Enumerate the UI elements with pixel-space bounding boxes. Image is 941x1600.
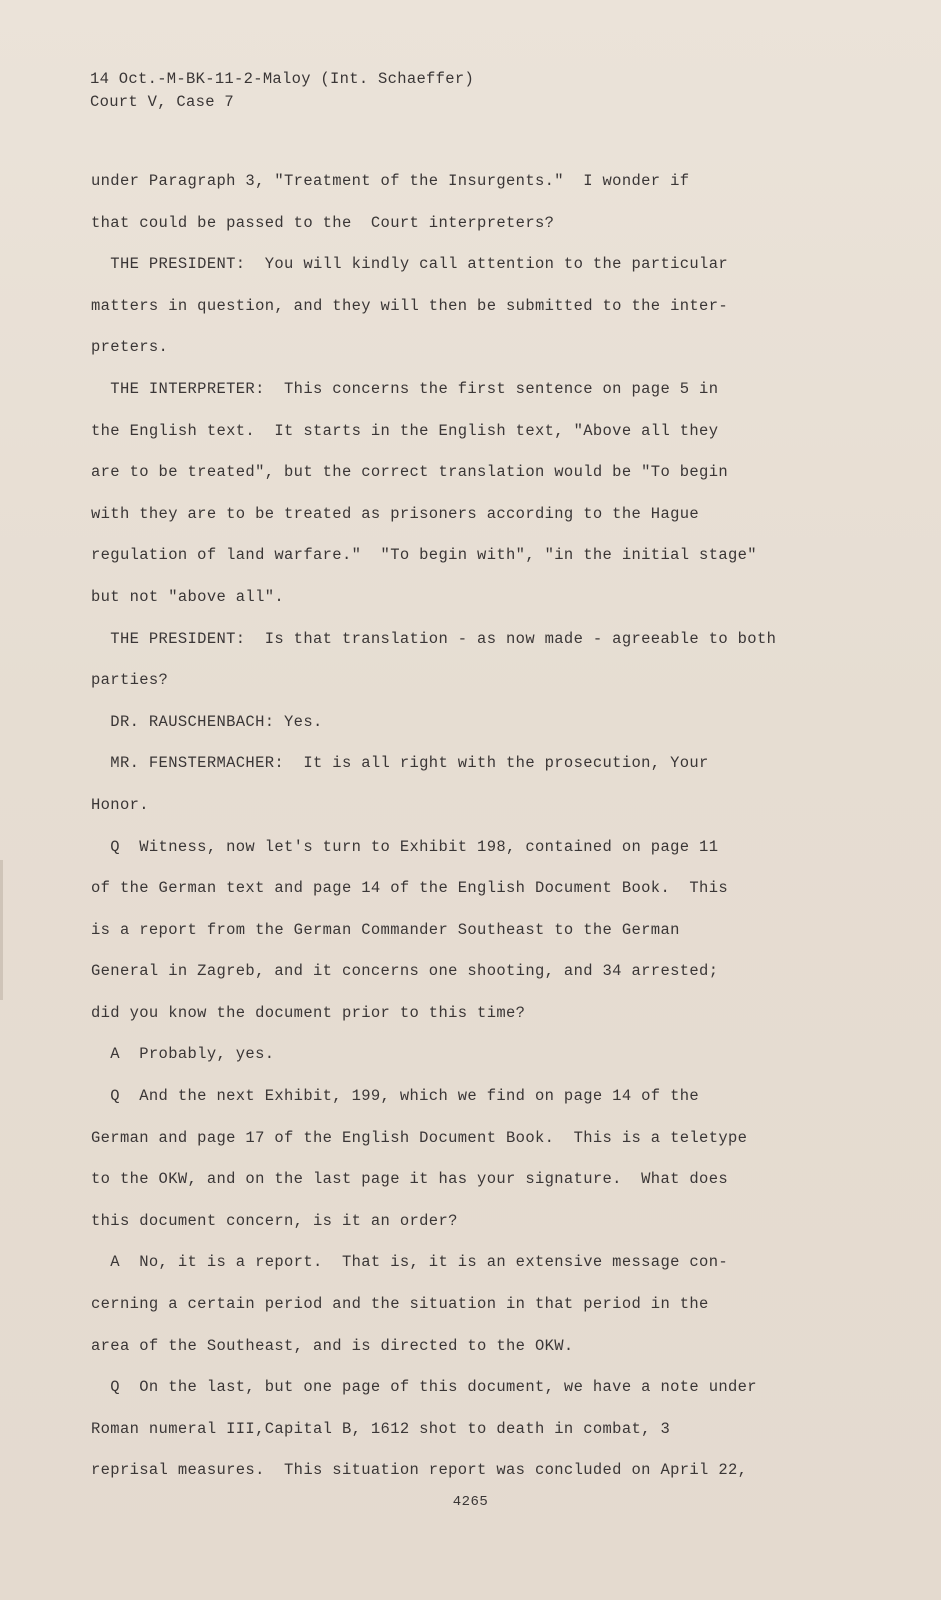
- text-line: regulation of land warfare." "To begin with", "in the initial stage": [91, 546, 757, 565]
- text-line: THE PRESIDENT: Is that translation - as now made - agreeable to both: [91, 629, 777, 648]
- text-line: cerning a certain period and the situation in that period in the: [91, 1295, 709, 1314]
- document-header: [90, 68, 474, 114]
- text-line: Q On the last, but one page of this document, we have a note under: [91, 1378, 757, 1397]
- text-line: preters.: [91, 338, 169, 357]
- text-line: MR. FENSTERMACHER: It is all right with the prosecution, Your: [91, 754, 709, 773]
- text-line: this document concern, is it an order?: [91, 1211, 458, 1230]
- text-line: A Probably, yes.: [91, 1045, 275, 1064]
- page-number: 4265: [452, 1494, 489, 1510]
- text-line: THE PRESIDENT: You will kindly call attention to the particular: [91, 255, 728, 274]
- text-line: that could be passed to the Court interpreters?: [91, 213, 555, 232]
- text-line: reprisal measures. This situation report was concluded on April 22,: [91, 1461, 748, 1480]
- text-line: but not "above all".: [91, 587, 285, 606]
- header-line-2: Court V, Case 7: [90, 93, 235, 111]
- text-line: under Paragraph 3, "Treatment of the Insurgents." I wonder if: [91, 172, 690, 190]
- text-line: THE INTERPRETER: This concerns the first sentence on page 5 in: [91, 379, 719, 398]
- text-line: German and page 17 of the English Document Book. This is a teletype: [91, 1128, 748, 1147]
- text-line: A No, it is a report. That is, it is an extensive message con-: [91, 1253, 728, 1272]
- page-fold-mark: [0, 860, 3, 1000]
- text-line: did you know the document prior to this time?: [91, 1003, 526, 1022]
- text-line: with they are to be treated as prisoners according to the Hague: [91, 504, 700, 523]
- text-line: area of the Southeast, and is directed to the OKW.: [91, 1336, 574, 1355]
- text-line: Q And the next Exhibit, 199, which we find on page 14 of the: [91, 1087, 700, 1106]
- text-line: to the OKW, and on the last page it has your signature. What does: [91, 1170, 728, 1189]
- transcript-body: [91, 170, 851, 1501]
- text-line: are to be treated", but the correct translation would be "To begin: [91, 463, 728, 482]
- text-line: of the German text and page 14 of the English Document Book. This: [91, 879, 728, 898]
- text-line: Roman numeral III,Capital B, 1612 shot to death in combat, 3: [91, 1419, 671, 1438]
- text-line: parties?: [91, 671, 169, 690]
- text-line: Q Witness, now let's turn to Exhibit 198, contained on page 11: [91, 837, 719, 856]
- header-line-1: 14 Oct.-M-BK-11-2-Maloy (Int. Schaeffer): [90, 70, 475, 88]
- text-line: Honor.: [91, 795, 149, 814]
- text-line: the English text. It starts in the English text, "Above all they: [91, 421, 719, 440]
- text-line: General in Zagreb, and it concerns one shooting, and 34 arrested;: [91, 962, 719, 981]
- text-line: DR. RAUSCHENBACH: Yes.: [91, 712, 323, 731]
- text-line: matters in question, and they will then be submitted to the inter-: [91, 296, 728, 315]
- text-line: is a report from the German Commander Southeast to the German: [91, 920, 680, 939]
